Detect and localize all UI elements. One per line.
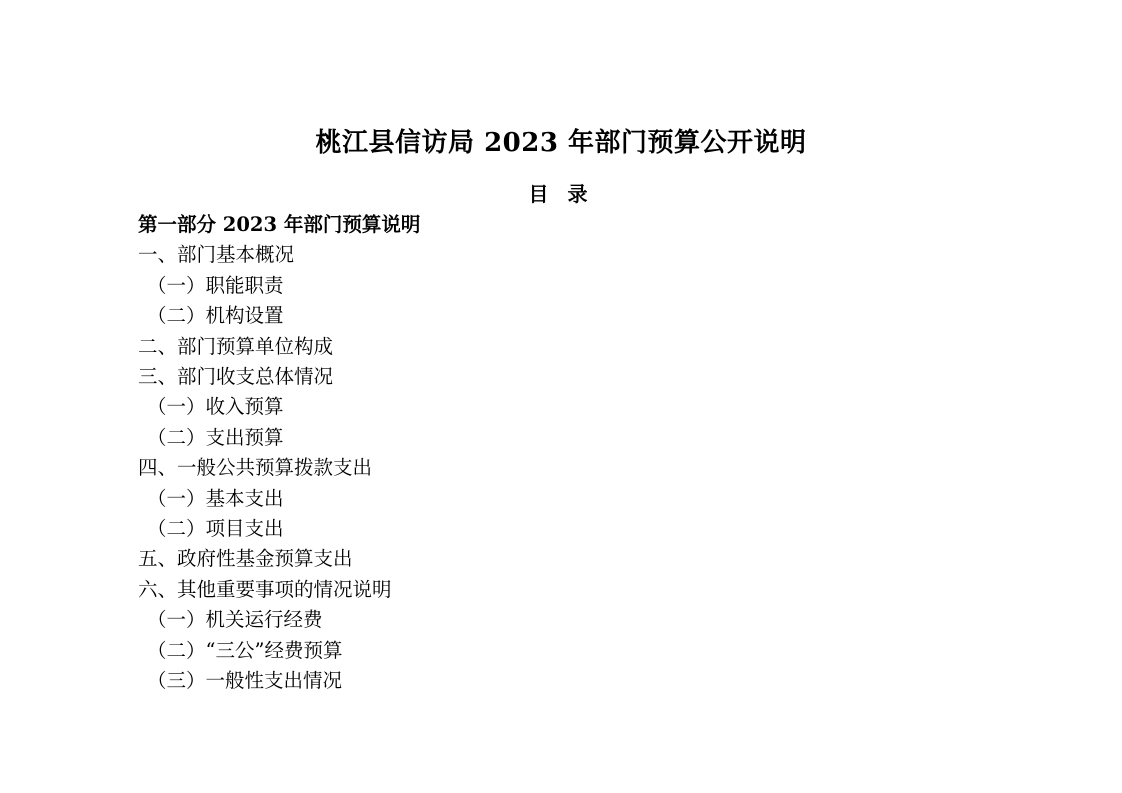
toc-item[interactable]: （一）基本支出 — [147, 486, 284, 510]
toc-item[interactable]: 一、部门基本概况 — [138, 243, 295, 267]
table-of-contents — [138, 210, 938, 697]
toc-item[interactable]: （二）机构设置 — [147, 304, 284, 328]
table-of-contents-heading: 目 录 — [528, 182, 594, 206]
toc-item[interactable]: 六、其他重要事项的情况说明 — [138, 577, 392, 601]
toc-item[interactable]: 五、政府性基金预算支出 — [138, 547, 353, 571]
toc-item[interactable]: （一）职能职责 — [147, 273, 284, 297]
toc-item[interactable]: （二）“三公”经费预算 — [147, 638, 343, 662]
toc-item[interactable]: （二）支出预算 — [147, 425, 284, 449]
toc-item[interactable]: 第一部分 2023 年部门预算说明 — [138, 213, 421, 236]
toc-item[interactable]: （一）机关运行经费 — [147, 608, 323, 632]
toc-item[interactable]: （一）收入预算 — [147, 395, 284, 419]
toc-item[interactable]: （三）一般性支出情况 — [147, 669, 343, 693]
toc-item[interactable]: 三、部门收支总体情况 — [138, 365, 334, 389]
page-title: 桃江县信访局 2023 年部门预算公开说明 — [315, 128, 807, 158]
toc-item[interactable]: 四、一般公共预算拨款支出 — [138, 456, 373, 480]
toc-item[interactable]: 二、部门预算单位构成 — [138, 334, 334, 358]
toc-item[interactable]: （二）项目支出 — [147, 517, 284, 541]
